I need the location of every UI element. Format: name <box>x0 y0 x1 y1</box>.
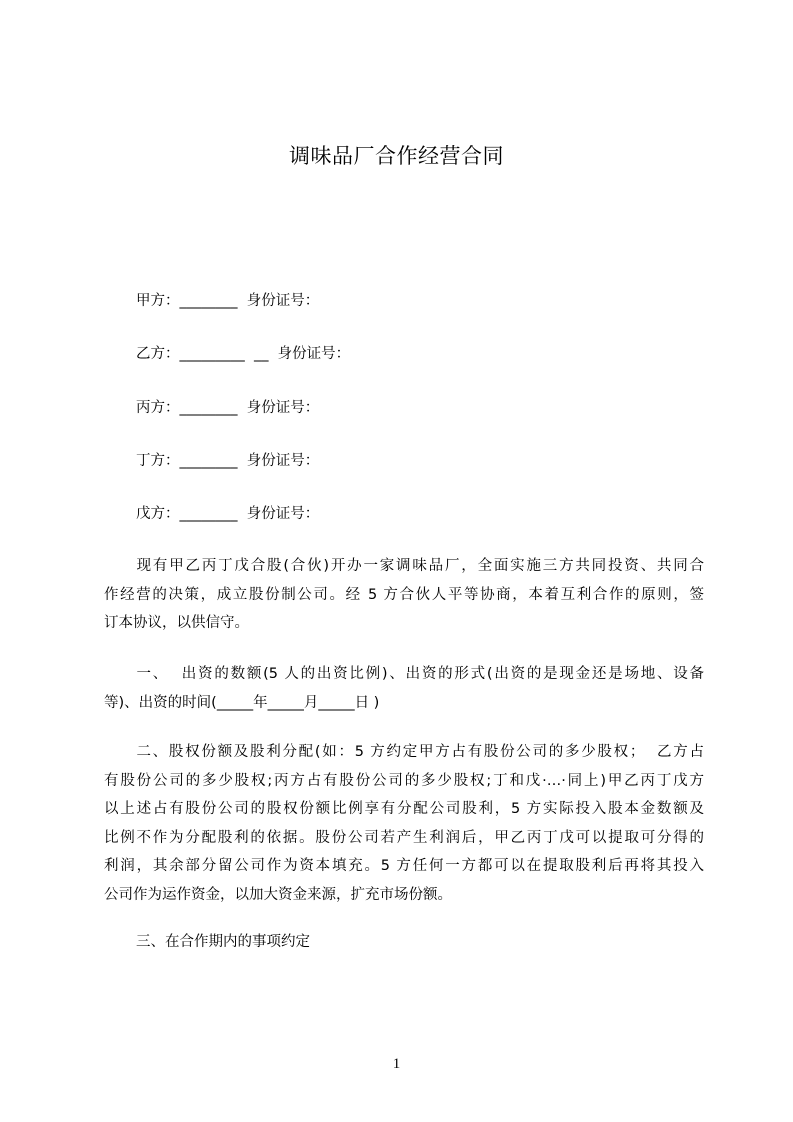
intro-line: 现有甲乙丙丁戊合股(合伙)开办一家调味品厂，全面实施三方共同投资、共同合 <box>104 558 704 574</box>
clause-2-line: 利润，其余部分留公司作为资本填充。5 方任何一方都可以在提取股利后再将其投入 <box>104 858 704 874</box>
clause-2-line: 有股份公司的多少股权;丙方占有股份公司的多少股权;丁和戊·…·同上)甲乙丙丁戊方 <box>104 772 704 789</box>
intro-line: 订本协议，以供信守。 <box>104 615 249 631</box>
document-title: 调味品厂合作经营合同 <box>289 144 504 168</box>
clause-1-line: 等)、出资的时间(_____年_____月_____日 ) <box>104 694 380 711</box>
clause-3-heading: 三、在合作期内的事项约定 <box>136 934 310 950</box>
clause-2-line: 公司作为运作资金，以加大资金来源，扩充市场份额。 <box>104 886 452 903</box>
clause-2-line: 二、股权份额及股利分配(如：5 方约定甲方占有股份公司的多少股权； 乙方占 <box>104 744 704 760</box>
party-jia-line: 甲方：________ 身份证号： <box>136 293 320 309</box>
party-ding-line: 丁方：________ 身份证号： <box>136 453 320 469</box>
clause-2-line: 比例不作为分配股利的依据。股份公司若产生利润后，甲乙丙丁戊可以提取可分得的 <box>104 829 704 846</box>
page-number: 1 <box>392 1056 401 1072</box>
intro-paragraph <box>104 552 704 638</box>
party-wu-line: 戊方：________ 身份证号： <box>136 506 320 522</box>
intro-line: 作经营的决策，成立股份制公司。经 5 方合伙人平等协商，本着互利合作的原则，签 <box>104 586 704 603</box>
clause-2-line: 以上述占有股份公司的股权份额比例享有分配公司股利，5 方实际投入股本金数额及 <box>104 801 704 817</box>
clause-1-line: 一、 出资的数额(5 人的出资比例)、出资的形式(出资的是现金还是场地、设备 <box>104 666 704 682</box>
clause-1-paragraph <box>104 660 704 717</box>
party-yi-line: 乙方：_________ __ 身份证号： <box>136 346 351 362</box>
party-bing-line: 丙方：________ 身份证号： <box>136 400 320 416</box>
clause-2-paragraph <box>104 738 704 909</box>
